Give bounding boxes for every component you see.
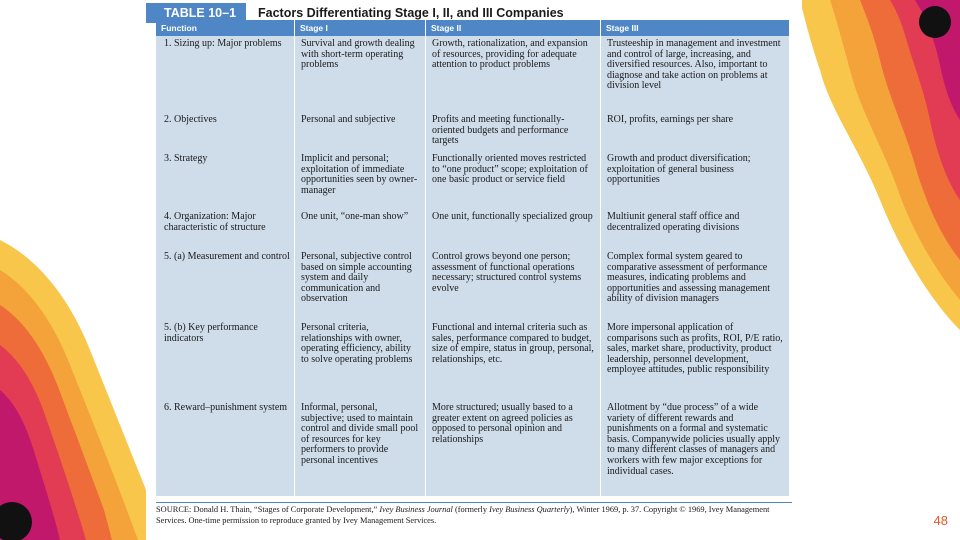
source-prefix: SOURCE: Donald H. Thain, “Stages of Corporate Development,” xyxy=(156,505,380,514)
row-stage-3: Allotment by “due process” of a wide variety of different rewards and punishments on a formal and systematic basis. Companywide policies usually apply to many different classes of managers and workers with few major exceptions for individual cases. xyxy=(607,402,781,477)
row-stage-3: Trusteeship in management and investment and control of large, increasing, and diversified resources. Also, important to diagnose and take action on problems at division level xyxy=(607,38,781,92)
row-stage-2: Growth, rationalization, and expansion of resources, providing for adequate attention to product problems xyxy=(426,36,601,112)
row-function: 4. Organization: Major characteristic of structure xyxy=(156,209,295,249)
row-stage-2: One unit, functionally specialized group xyxy=(426,209,601,249)
source-journal: Ivey Business Journal xyxy=(379,505,453,514)
table-row xyxy=(156,400,789,496)
row-function: 5. (b) Key performance indicators xyxy=(156,320,295,400)
row-function: 6. Reward–punishment system xyxy=(156,400,295,496)
source-suffix: ), Winter 1969, p. 37. Copyright © 1969, Ivey Management Services. One-time permission to reproduce granted by Ivey Management Services. xyxy=(156,505,770,525)
header-stage-3: Stage III xyxy=(606,23,639,33)
row-stage-1: Personal, subjective control based on simple accounting system and daily communication and observation xyxy=(295,249,426,320)
table-figure xyxy=(146,0,802,540)
source-journal-former: Ivey Business Quarterly xyxy=(489,505,570,514)
row-stage-2: Profits and meeting functionally-oriented budgets and performance targets xyxy=(426,112,601,151)
table-source-note xyxy=(156,502,792,526)
row-stage-2: Control grows beyond one person; assessment of functional operations necessary; structured control systems evolve xyxy=(426,249,601,320)
table-caption: Factors Differentiating Stage I, II, and III Companies xyxy=(258,6,564,20)
row-stage-3: Multiunit general staff office and decentralized operating divisions xyxy=(607,211,740,233)
table-row xyxy=(156,151,789,209)
row-function: 1. Sizing up: Major problems xyxy=(156,36,295,112)
row-function: 5. (a) Measurement and control xyxy=(156,249,295,320)
table-row xyxy=(156,320,789,400)
header-stage-1: Stage I xyxy=(295,20,426,36)
row-stage-3: More impersonal application of comparisons such as profits, ROI, P/E ratio, sales, market share, productivity, product leadership, personnel development, employee attitudes, public responsibility xyxy=(607,322,783,376)
dot-top-right xyxy=(919,6,951,38)
row-stage-1: Informal, personal, subjective; used to maintain control and divide small pool of resources for key performers to provide personal incentives xyxy=(295,400,426,496)
table-grid xyxy=(156,20,789,496)
row-stage-3: Complex formal system geared to comparative assessment of performance measures, indicating problems and opportunities and assessing management ability of division managers xyxy=(607,251,771,305)
row-stage-1: Survival and growth dealing with short-term operating problems xyxy=(295,36,426,112)
header-stage-2: Stage II xyxy=(426,20,601,36)
row-function: 2. Objectives xyxy=(156,112,295,151)
table-row xyxy=(156,36,789,112)
row-stage-2: Functionally oriented moves restricted to “one product” scope; exploitation of one basic product or service field xyxy=(426,151,601,209)
table-row xyxy=(156,112,789,151)
row-stage-1: Implicit and personal; exploitation of immediate opportunities seen by owner-manager xyxy=(295,151,426,209)
row-stage-1: Personal and subjective xyxy=(295,112,426,151)
table-number-tag: TABLE 10–1 xyxy=(146,3,246,23)
table-row xyxy=(156,209,789,249)
row-stage-3: Growth and product diversification; exploitation of general business opportunities xyxy=(607,153,751,186)
source-mid: (formerly xyxy=(452,505,490,514)
row-stage-3: ROI, profits, earnings per share xyxy=(607,114,734,125)
table-row xyxy=(156,249,789,320)
table-header-row xyxy=(156,20,789,36)
page-number: 48 xyxy=(933,513,948,528)
row-function: 3. Strategy xyxy=(156,151,295,209)
row-stage-2: Functional and internal criteria such as sales, performance compared to budget, size of empire, status in group, personal, relationships, etc. xyxy=(426,320,601,400)
row-stage-1: One unit, “one-man show” xyxy=(295,209,426,249)
header-function: Function xyxy=(156,20,295,36)
row-stage-1: Personal criteria, relationships with owner, operating efficiency, ability to solve operating problems xyxy=(295,320,426,400)
row-stage-2: More structured; usually based to a greater extent on agreed policies as opposed to personal opinion and relationships xyxy=(426,400,601,496)
